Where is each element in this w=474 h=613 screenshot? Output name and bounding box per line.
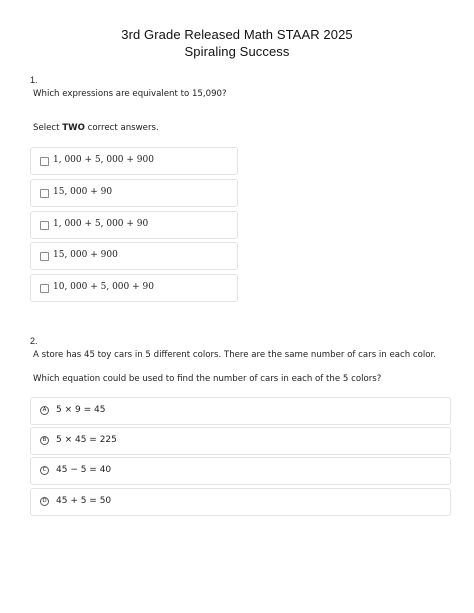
answer-option[interactable] (30, 147, 238, 175)
answer-option-b[interactable] (30, 427, 451, 455)
answer-option[interactable] (30, 211, 238, 239)
answer-option-c[interactable] (30, 457, 451, 485)
question-text: Which equation could be used to find the number of cars in each of the 5 colors? (33, 374, 382, 384)
radio-button[interactable]: A (40, 406, 49, 415)
answer-option-a[interactable] (30, 397, 451, 425)
option-text: 10, 000 + 5, 000 + 90 (53, 282, 154, 292)
option-text: 15, 000 + 900 (53, 250, 118, 260)
option-text: 1, 000 + 5, 000 + 900 (53, 155, 154, 165)
radio-button[interactable]: B (40, 436, 49, 445)
instruction-suffix: correct answers. (84, 123, 159, 133)
question-prompt: Which expressions are equivalent to 15,090? (33, 89, 227, 99)
answer-option[interactable] (30, 179, 238, 207)
instruction-prefix: Select (33, 123, 63, 133)
question-prompt: A store has 45 toy cars in 5 different colors. There are the same number of cars in each color. (33, 350, 437, 360)
checkbox[interactable] (40, 284, 49, 293)
option-text: 15, 000 + 90 (53, 187, 113, 197)
page-title: 3rd Grade Released Math STAAR 2025 (121, 27, 353, 42)
answer-option[interactable] (30, 274, 238, 302)
option-text: 5 × 9 = 45 (56, 405, 106, 415)
option-text: 5 × 45 = 225 (56, 435, 117, 445)
option-text: 1, 000 + 5, 000 + 90 (53, 219, 149, 229)
radio-button[interactable]: C (40, 466, 49, 475)
page-subtitle: Spiraling Success (184, 44, 290, 59)
answer-option[interactable] (30, 242, 238, 270)
question-instruction (33, 123, 159, 133)
question-number: 1. (30, 75, 38, 85)
answer-option-d[interactable] (30, 488, 451, 516)
checkbox[interactable] (40, 252, 49, 261)
radio-button[interactable]: D (40, 497, 49, 506)
checkbox[interactable] (40, 189, 49, 198)
checkbox[interactable] (40, 221, 49, 230)
option-text: 45 − 5 = 40 (56, 465, 112, 475)
checkbox[interactable] (40, 157, 49, 166)
question-number: 2. (30, 336, 38, 346)
instruction-emphasis: TWO (62, 123, 85, 133)
option-text: 45 + 5 = 50 (56, 496, 112, 506)
